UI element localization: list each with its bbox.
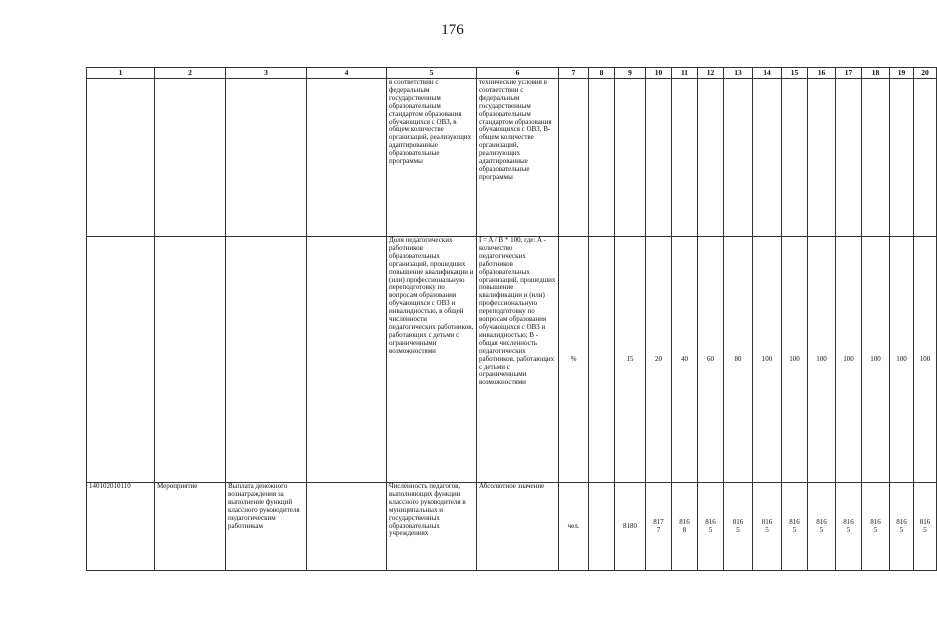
cell-value: 100 <box>890 237 914 483</box>
cell-value <box>914 79 937 237</box>
cell-value: 816 8 <box>672 483 698 571</box>
column-header: 9 <box>615 68 646 79</box>
cell-value <box>782 79 808 237</box>
cell-value: 816 5 <box>724 483 753 571</box>
cell-col8 <box>589 79 615 237</box>
cell-value: 816 5 <box>753 483 782 571</box>
cell-value: 816 5 <box>836 483 862 571</box>
cell-col8 <box>589 237 615 483</box>
cell-col4 <box>307 237 387 483</box>
cell-unit: % <box>559 237 589 483</box>
column-header: 11 <box>672 68 698 79</box>
cell-value: 100 <box>782 237 808 483</box>
cell-indicator: в соответствии с федеральным государственным образовательным стандартом образования обучающихся с ОВЗ, в общем количестве организаций, реализующих адаптированные образовательные программы <box>387 79 477 237</box>
column-header: 6 <box>477 68 559 79</box>
cell-value: 40 <box>672 237 698 483</box>
cell-value: 817 7 <box>646 483 672 571</box>
cell-type <box>155 79 226 237</box>
column-header: 14 <box>753 68 782 79</box>
cell-value <box>615 79 646 237</box>
cell-code <box>87 79 155 237</box>
cell-value: 100 <box>753 237 782 483</box>
column-header: 5 <box>387 68 477 79</box>
column-header: 16 <box>808 68 836 79</box>
cell-value <box>862 79 890 237</box>
column-header: 18 <box>862 68 890 79</box>
table-row <box>87 483 937 571</box>
cell-formula: I = A / B * 100, где: A - количество педагогических работников образовательных организаций, прошедших повышение квалификации и (или) профессиональную переподготовку по вопросам образования обучающихся с ОВЗ и инвалидностью; B - общая численность педагогических работников, работающих с детьми с ограниченными возможностями <box>477 237 559 483</box>
cell-formula: Абсолютное значение <box>477 483 559 571</box>
table-row <box>87 237 937 483</box>
column-header: 12 <box>698 68 724 79</box>
cell-value: 15 <box>615 237 646 483</box>
cell-value: 100 <box>836 237 862 483</box>
column-header: 2 <box>155 68 226 79</box>
cell-type <box>155 237 226 483</box>
cell-title: Выплата денежного вознаграждения за выполнение функций классного руководителя педагогическим работникам <box>226 483 307 571</box>
cell-value <box>724 79 753 237</box>
cell-value <box>672 79 698 237</box>
cell-value <box>836 79 862 237</box>
cell-type: Мероприятие <box>155 483 226 571</box>
cell-value: 100 <box>808 237 836 483</box>
indicator-table <box>86 67 937 571</box>
cell-code <box>87 237 155 483</box>
column-header: 20 <box>914 68 937 79</box>
cell-value <box>753 79 782 237</box>
cell-indicator: Доля педагогических работников образовательных организаций, прошедших повышение квалификации и (или) профессиональную переподготовку по вопросам образования обучающихся с ОВЗ и инвалидностью, в общей численности педагогических работников, работающих с детьми с ограниченными возможностями <box>387 237 477 483</box>
cell-value: 100 <box>862 237 890 483</box>
cell-col8 <box>589 483 615 571</box>
column-header: 15 <box>782 68 808 79</box>
cell-value: 816 5 <box>914 483 937 571</box>
cell-value <box>808 79 836 237</box>
page-number: 176 <box>441 22 464 38</box>
cell-value: 60 <box>698 237 724 483</box>
cell-value: 816 5 <box>890 483 914 571</box>
cell-value: 816 5 <box>782 483 808 571</box>
column-header: 17 <box>836 68 862 79</box>
column-header: 4 <box>307 68 387 79</box>
column-header: 3 <box>226 68 307 79</box>
cell-col4 <box>307 79 387 237</box>
cell-value: 20 <box>646 237 672 483</box>
column-header: 13 <box>724 68 753 79</box>
cell-formula: технические условия в соответствии с федеральным государственным образовательным стандартом образования обучающихся с ОВЗ, В- общем количестве организаций, реализующих адаптированные образовательные программы <box>477 79 559 237</box>
cell-value: 816 5 <box>808 483 836 571</box>
cell-title <box>226 237 307 483</box>
column-header: 8 <box>589 68 615 79</box>
table-row <box>87 79 937 237</box>
column-header: 1 <box>87 68 155 79</box>
cell-value: 816 5 <box>862 483 890 571</box>
column-header: 19 <box>890 68 914 79</box>
column-header: 7 <box>559 68 589 79</box>
cell-col4 <box>307 483 387 571</box>
cell-value: 8180 <box>615 483 646 571</box>
cell-title <box>226 79 307 237</box>
header-row <box>87 68 937 79</box>
cell-unit <box>559 79 589 237</box>
cell-indicator: Численность педагогов, выполняющих функции классного руководителя в муниципальных и государственных образовательных учреждениях <box>387 483 477 571</box>
cell-value <box>646 79 672 237</box>
cell-value: 100 <box>914 237 937 483</box>
cell-value <box>890 79 914 237</box>
cell-unit: чел. <box>559 483 589 571</box>
cell-value <box>698 79 724 237</box>
cell-value: 80 <box>724 237 753 483</box>
column-header: 10 <box>646 68 672 79</box>
cell-code: 140102010110 <box>87 483 155 571</box>
cell-value: 816 5 <box>698 483 724 571</box>
